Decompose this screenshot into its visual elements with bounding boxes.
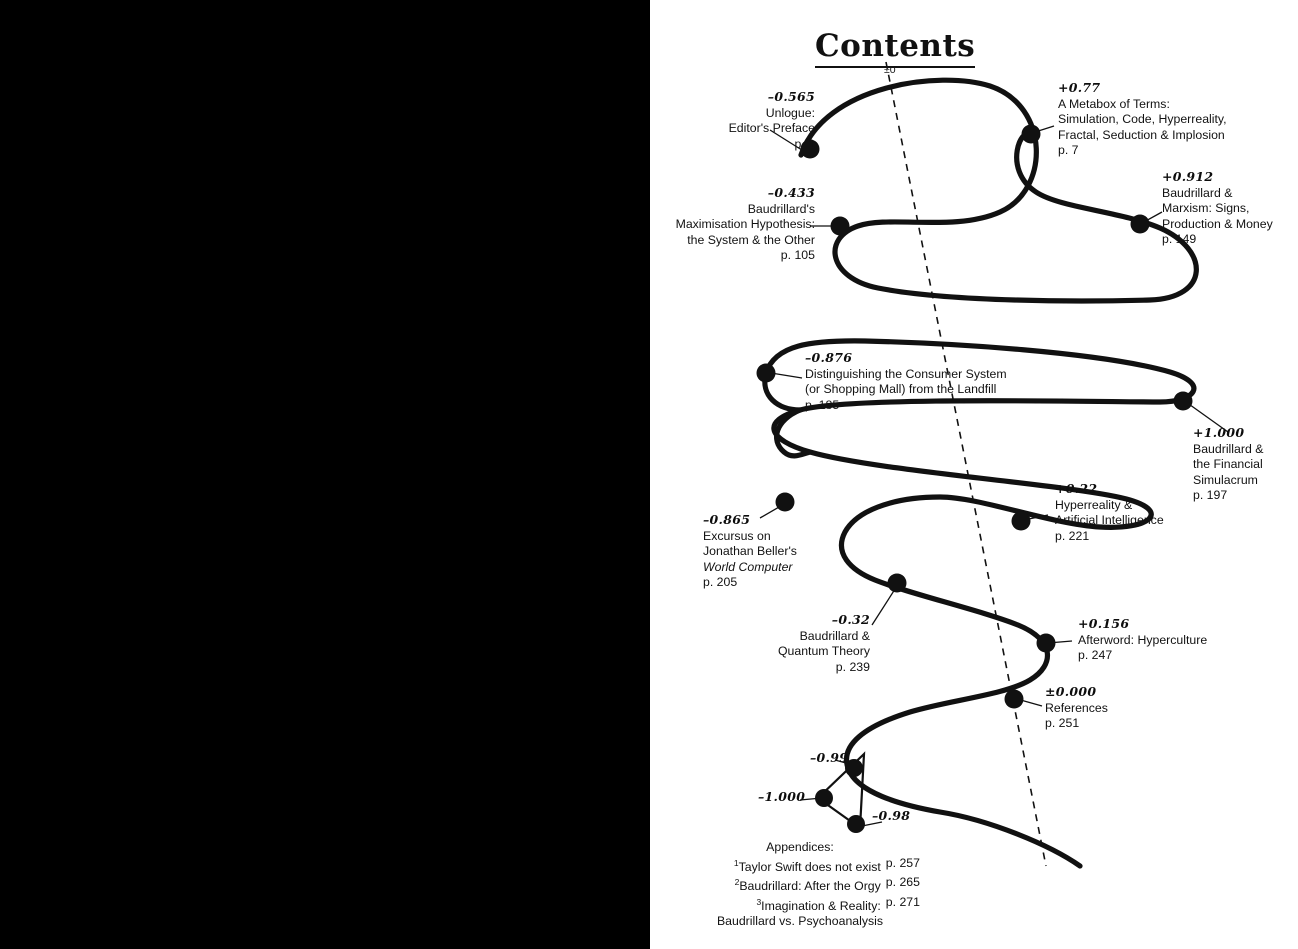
appendix-marker-1: 1 <box>733 857 739 868</box>
leader-quantum <box>872 586 897 625</box>
label-unlogue-line-2: Editor's Preface <box>728 121 815 135</box>
contents-diagram <box>650 0 1298 949</box>
appendix-title-1: Taylor Swift does not exist <box>738 859 881 874</box>
label-metabox-line-3: Fractal, Seduction & Implosion <box>1058 127 1225 142</box>
label-maximisation-page: p. 105 <box>780 248 815 262</box>
label-maximisation-line-2: Maximisation Hypothesis: <box>675 217 815 231</box>
label-financial-simulacrum-page: p. 197 <box>1193 488 1228 502</box>
node-quantum-theory[interactable] <box>888 574 907 593</box>
label-consumer-system-line-2: (or Shopping Mall) from the Landfill <box>805 382 997 396</box>
node-marxism[interactable] <box>1131 215 1150 234</box>
label-marxism <box>1162 169 1273 248</box>
coord-marxism: +0.912 <box>1162 169 1214 184</box>
label-marxism-line-1: Baudrillard & <box>1162 185 1233 200</box>
node-financial-simulacrum[interactable] <box>1174 392 1193 411</box>
label-quantum-theory-page: p. 239 <box>835 659 870 674</box>
coord-hyperreality-ai: +0.22 <box>1055 481 1098 496</box>
appendix-marker-2: 2 <box>734 877 740 888</box>
label-beller-excursus-line-3: World Computer <box>703 559 793 574</box>
label-maximisation <box>615 185 815 264</box>
label-hyperreality-ai-line-2: Artificial Intelligence <box>1055 513 1164 527</box>
label-consumer-system-line-1: Distinguishing the Consumer System <box>805 366 1007 381</box>
label-metabox-line-1: A Metabox of Terms: <box>1058 96 1170 111</box>
label-unlogue <box>645 89 815 152</box>
label-afterword-page: p. 247 <box>1078 648 1113 662</box>
page-title: Contents <box>815 28 975 68</box>
label-maximisation-line-1: Baudrillard's <box>747 201 815 216</box>
label-metabox <box>1058 80 1227 159</box>
table-row <box>734 895 920 915</box>
node-beller-excursus[interactable] <box>776 493 795 512</box>
node-metabox[interactable] <box>1022 125 1041 144</box>
label-financial-simulacrum <box>1193 425 1263 504</box>
label-unlogue-page: p. 1 <box>794 136 815 151</box>
label-beller-excursus-line-1: Excursus on <box>703 528 771 543</box>
label-financial-simulacrum-line-2: the Financial <box>1193 457 1263 471</box>
label-quantum-theory <box>710 612 870 675</box>
coord-afterword: +0.156 <box>1078 616 1130 631</box>
coord-appendix-3: –0.98 <box>872 808 911 823</box>
node-appendix-3[interactable] <box>847 815 865 833</box>
table-row <box>734 856 920 876</box>
label-unlogue-line-1: Unlogue: <box>765 105 815 120</box>
label-quantum-theory-line-1: Baudrillard & <box>799 628 870 643</box>
appendices-table <box>734 856 920 915</box>
label-afterword <box>1078 616 1207 664</box>
label-marxism-line-2: Marxism: Signs, <box>1162 201 1250 215</box>
coord-financial-simulacrum: +1.000 <box>1193 425 1245 440</box>
coord-maximisation: –0.433 <box>767 185 815 200</box>
label-financial-simulacrum-line-1: Baudrillard & <box>1193 441 1264 456</box>
coord-references: ±0.000 <box>1045 684 1097 699</box>
label-afterword-line-1: Afterword: Hyperculture <box>1078 632 1208 647</box>
coord-appendix-2: –1.000 <box>758 789 806 804</box>
label-beller-excursus <box>703 512 797 591</box>
zero-axis-label: ±0 <box>884 64 896 76</box>
coord-consumer-system: –0.876 <box>805 350 853 365</box>
label-marxism-line-3: Production & Money <box>1162 216 1273 231</box>
label-marxism-page: p. 149 <box>1162 232 1197 246</box>
label-references-page: p. 251 <box>1045 716 1080 730</box>
label-consumer-system <box>805 350 1007 413</box>
appendices-heading: Appendices: <box>766 840 834 854</box>
coord-appendix-1: –0.99 <box>810 750 849 765</box>
label-consumer-system-page: p. 185 <box>805 397 840 412</box>
label-hyperreality-ai <box>1055 481 1164 544</box>
coord-metabox: +0.77 <box>1058 80 1101 95</box>
node-appendix-2[interactable] <box>815 789 833 807</box>
coord-unlogue: –0.565 <box>767 89 815 104</box>
appendices-block <box>680 840 920 930</box>
coord-beller-excursus: –0.865 <box>703 512 751 527</box>
node-afterword[interactable] <box>1037 634 1056 653</box>
label-hyperreality-ai-line-1: Hyperreality & <box>1055 497 1133 512</box>
coord-quantum-theory: –0.32 <box>831 612 870 627</box>
appendix-page-3: p. 271 <box>885 894 920 909</box>
label-metabox-page: p. 7 <box>1058 143 1079 157</box>
label-quantum-theory-line-2: Quantum Theory <box>777 644 870 658</box>
coord-appendix-1-wrap <box>810 750 848 767</box>
label-metabox-line-2: Simulation, Code, Hyperreality, <box>1058 112 1227 126</box>
coord-appendix-2-wrap <box>758 789 805 806</box>
appendices-subtitle: Baudrillard vs. Psychoanalysis <box>716 914 884 929</box>
label-references <box>1045 684 1108 732</box>
label-beller-excursus-line-2: Jonathan Beller's <box>703 544 797 558</box>
node-maximisation[interactable] <box>831 217 850 236</box>
node-references[interactable] <box>1005 690 1024 709</box>
coord-appendix-3-wrap <box>872 808 910 825</box>
label-beller-excursus-page: p. 205 <box>703 575 738 589</box>
label-maximisation-line-3: the System & the Other <box>687 232 815 247</box>
zero-axis-dashed-line <box>886 62 1046 866</box>
appendix-title-3: Imagination & Reality: <box>761 898 881 913</box>
appendix-page-1: p. 257 <box>885 855 920 870</box>
table-row <box>734 875 920 895</box>
appendix-title-2: Baudrillard: After the Orgy <box>739 879 881 894</box>
leader-consumer <box>771 373 802 378</box>
label-hyperreality-ai-page: p. 221 <box>1055 528 1090 543</box>
label-references-line-1: References <box>1045 700 1108 715</box>
label-financial-simulacrum-line-3: Simulacrum <box>1193 472 1258 487</box>
appendix-marker-3: 3 <box>756 896 762 907</box>
node-consumer-system[interactable] <box>757 364 776 383</box>
node-hyperreality-ai[interactable] <box>1012 512 1031 531</box>
appendix-page-2: p. 265 <box>885 875 920 890</box>
